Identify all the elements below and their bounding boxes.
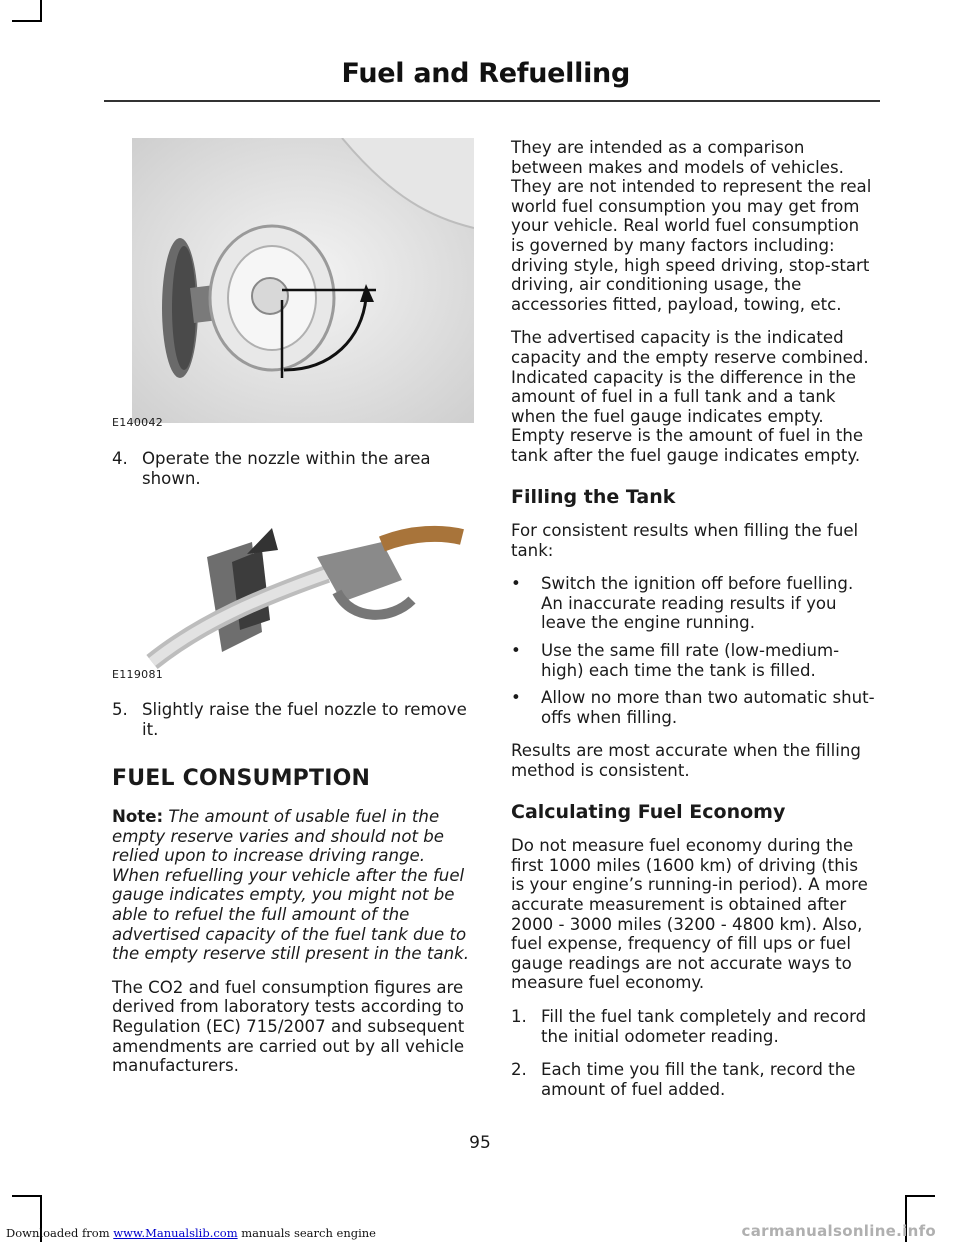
step-number: 5.	[112, 700, 128, 720]
list-item	[511, 688, 875, 727]
capacity-paragraph: The advertised capacity is the indicated capacity and the empty reserve combined. Indicated capacity is the difference in the amount of fuel in a full tank and a tank when the fuel gauge indicates empty. Empty reserve is the amount of fuel in the tank after the fuel gauge indicates empty.	[511, 328, 869, 465]
co2-paragraph: The CO2 and fuel consumption figures are derived from laboratory tests according to Regulation (EC) 715/2007 and subsequent amendments are carried out by all vehicle manufacturers.	[112, 977, 465, 1076]
step-number: 2.	[511, 1060, 527, 1080]
step-number: 4.	[112, 449, 128, 468]
figure-code: E140042	[112, 416, 164, 430]
figure-fuel-filler	[112, 138, 474, 433]
list-item	[511, 641, 875, 680]
left-column	[112, 138, 474, 1090]
figure-nozzle	[112, 502, 474, 684]
step-text: Each time you fill the tank, record the amount of fuel added.	[541, 1060, 856, 1099]
page-header-title: Fuel and Refuelling	[341, 58, 630, 89]
heading-filling-the-tank: Filling the Tank	[511, 485, 676, 508]
section-heading-fuel-consumption: FUEL CONSUMPTION	[112, 766, 371, 792]
footer-prefix: Downloaded from	[6, 1226, 114, 1240]
fuel-nozzle-illustration	[112, 502, 474, 684]
calc-step-1	[511, 1007, 875, 1046]
footer-suffix: manuals search engine	[237, 1226, 376, 1240]
filling-result: Results are most accurate when the filling method is consistent.	[511, 741, 861, 781]
step-5	[112, 700, 474, 739]
note-paragraph	[112, 807, 474, 964]
step-number: 1.	[511, 1006, 527, 1026]
calc-paragraph: Do not measure fuel economy during the first 1000 miles (1600 km) of driving (this is your engine’s running-in period). A more accurate measurement is obtained after 2000 - 3000 miles (3200 - 4800 km). Also, fuel expense, frequency of fill ups or fuel gauge readings are not accurate ways to measure fuel economy.	[511, 836, 868, 993]
figure-code: E119081	[112, 667, 164, 681]
page-number: 95	[469, 1133, 491, 1153]
bullet-text: Switch the ignition off before fuelling. An inaccurate reading results if you leave the engine running.	[541, 574, 854, 633]
fuel-filler-illustration	[112, 138, 474, 433]
filling-intro: For consistent results when filling the fuel tank:	[511, 521, 859, 560]
list-item	[511, 574, 875, 633]
comparison-paragraph: They are intended as a comparison between makes and models of vehicles. They are not intended to represent the real world fuel consumption you may get from your vehicle. Real world fuel consumption is governed by many factors including: driving style, high speed driving, stop-start driving, air conditioning usage, the accessories fitted, payload, towing, etc.	[511, 138, 872, 314]
bullet-text: Allow no more than two automatic shut-offs when filling.	[541, 688, 875, 727]
watermark: carmanualsonline.info	[741, 1222, 936, 1240]
bullet-icon: •	[511, 688, 521, 708]
step-4	[112, 449, 474, 488]
bullet-text: Use the same fill rate (low-medium-high) each time the tank is filled.	[541, 641, 840, 680]
crop-mark	[12, 20, 42, 22]
footer	[6, 1226, 376, 1240]
footer-link[interactable]: www.Manualslib.com	[113, 1226, 238, 1240]
calc-step-2	[511, 1060, 875, 1099]
crop-mark	[12, 1195, 42, 1197]
crop-mark	[40, 0, 42, 20]
step-text: Operate the nozzle within the area shown.	[142, 449, 431, 488]
heading-calculating-fuel-economy: Calculating Fuel Economy	[511, 800, 786, 823]
note-text: The amount of usable fuel in the empty reserve varies and should not be relied upon to increase driving range. When refuelling your vehicle after the fuel gauge indicates empty, you might not be able to refuel the full amount of the advertised capacity of the fuel tank due to the empty reserve still present in the tank.	[112, 806, 469, 964]
bullet-icon: •	[511, 641, 521, 661]
right-column	[511, 138, 875, 1113]
step-text: Slightly raise the fuel nozzle to remove it.	[142, 700, 467, 739]
crop-mark	[905, 1195, 935, 1197]
header-rule	[104, 100, 880, 102]
step-text: Fill the fuel tank completely and record the initial odometer reading.	[541, 1006, 867, 1046]
note-label: Note:	[112, 806, 164, 826]
bullet-icon: •	[511, 574, 521, 594]
